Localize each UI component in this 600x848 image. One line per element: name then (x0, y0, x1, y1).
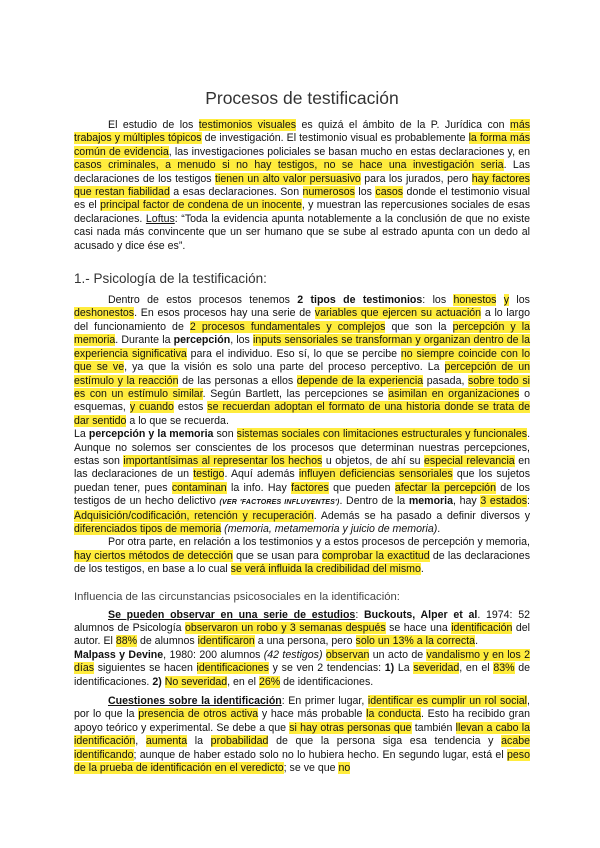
highlighted-text: hay factores que restan fiabilidad (74, 172, 530, 199)
text-run: Loftus (145, 212, 175, 225)
text-run: de identificaciones. (280, 675, 374, 688)
highlighted-text: identificaciones (196, 662, 269, 675)
highlighted-text: identificación (451, 622, 513, 634)
text-run: los (509, 294, 530, 307)
paragraph (74, 294, 530, 428)
text-run: : “Toda la evidencia apunta notablemente a la conclusión de que no existe casi nada más convincente que un ser humano que se sube al estrado apunta con un dedo al acusado y dice ése es”. (74, 212, 530, 252)
highlighted-text: comprobar la exactitud (321, 549, 430, 562)
text-run: Malpass y Devine (74, 648, 164, 661)
text-run: . Las declaraciones de los testigos (74, 159, 531, 185)
highlighted-text: peso de la prueba de identificación en el veredicto (74, 748, 530, 775)
paragraph (74, 536, 530, 576)
text-run: la info. Hay (226, 481, 292, 494)
text-run: (42 testigos) (263, 648, 323, 661)
highlighted-text: principal factor de condena de un inocente (100, 199, 302, 212)
text-run: Buckouts, Alper et al (363, 608, 478, 621)
text-run: . Aunque no solemos ser conscientes de los procesos que determinan nuestras percepciones, estas son (74, 428, 531, 467)
text-run: Dentro de estos procesos tenemos (108, 294, 298, 307)
highlighted-text: y (503, 294, 510, 307)
highlighted-text: hay ciertos métodos de detección (74, 549, 233, 562)
text-run: Por otra parte, en relación a los testimonios y a estos procesos de percepción y memoria, (108, 536, 530, 549)
highlighted-text: se verá influida la credibilidad del mismo (230, 563, 421, 576)
highlighted-text: llevan a cabo la identificación (74, 721, 531, 748)
text-run: pasada, (423, 374, 469, 387)
highlighted-text: solo un 13% a la correcta (355, 635, 476, 648)
text-run: , ya que la visión es solo una parte del proceso perceptivo. La (124, 361, 445, 374)
text-run: un acto de (369, 648, 427, 661)
paragraph (74, 428, 530, 536)
text-run: . (437, 522, 441, 535)
text-run: : (355, 608, 364, 621)
text-run: , hay (453, 495, 481, 508)
text-run: para los jurados, pero (360, 172, 472, 185)
highlighted-text: importantísimas al representar los hechos (123, 454, 323, 467)
text-run: : (527, 495, 530, 508)
paragraph (74, 609, 530, 649)
text-run: en las declaraciones de un (74, 454, 530, 481)
highlighted-text: identificar es cumplir un rol social (367, 695, 528, 708)
text-run: es quizá el ámbito de la P. Jurídica con (296, 119, 510, 131)
highlighted-text: tienen un alto valor persuasivo (215, 172, 361, 185)
paragraph (74, 695, 530, 775)
text-run: o esquemas, (74, 387, 530, 414)
text-run: , por lo que la (74, 695, 530, 721)
text-run: de alumnos (137, 635, 198, 648)
highlighted-text: numerosos (302, 186, 355, 199)
text-run: : En primer lugar, (281, 695, 368, 708)
text-run: . Según Bartlett, las percepciones se (202, 387, 389, 400)
text-run: , y muestran las repercusiones sociales de esas declaraciones. (74, 199, 530, 225)
highlighted-text: sobre todo si es con un estímulo similar (74, 374, 531, 400)
highlighted-text: honestos (453, 294, 497, 307)
text-run: , los (230, 334, 254, 347)
text-run: de las personas a ellos (178, 374, 297, 387)
highlighted-text: afectar la percepción (394, 481, 496, 494)
text-run: ; se ve que (283, 762, 339, 775)
highlighted-text: Adquisición/codificación, retención y recuperación (74, 509, 314, 522)
highlighted-text: 83% (493, 662, 515, 675)
highlighted-text: la conducta (366, 708, 422, 721)
text-run: son (213, 428, 237, 441)
text-run: . Esto ha recibido gran apoyo teórico y experimental. Se debe a que (74, 708, 530, 734)
text-run: . (420, 563, 424, 576)
text-run: 2) (152, 675, 162, 688)
text-run: ; aunque de haber estado solo no lo hubiera hecho. En segundo lugar, está el (133, 748, 508, 761)
highlighted-text: no (338, 762, 351, 775)
text-run: siguientes se hacen (94, 662, 197, 675)
highlighted-text: depende de la experiencia (296, 374, 424, 387)
text-run (496, 294, 503, 306)
text-run: que los sujetos puedan tener, pues (74, 468, 530, 494)
highlighted-text: casos criminales, a menudo si no hay testigos, no se hace una investigación seria (74, 159, 504, 172)
paragraph (74, 119, 530, 253)
text-run: Cuestiones sobre la identificación (108, 695, 282, 708)
text-run: que son la (385, 320, 453, 333)
paragraph (74, 649, 530, 689)
text-run: (memoria, metamemoria y juicio de memoria) (224, 522, 438, 535)
text-run: también (411, 721, 456, 734)
text-run: , las investigaciones policiales se basan mucho en estas declaraciones y, en (168, 145, 530, 158)
text-run: donde el testimonio visual es el (74, 186, 530, 212)
text-run: la (187, 735, 211, 748)
highlighted-text: 26% (258, 675, 281, 688)
text-run: . Además se ha pasado a definir diversos y (313, 509, 530, 522)
highlighted-text: casos (375, 186, 404, 199)
highlighted-text: la forma más común de evidencia (74, 132, 531, 158)
highlighted-text: 88% (115, 635, 138, 648)
highlighted-text: percepción y la memoria (74, 320, 531, 347)
highlighted-text: percepción de un estímulo y la reacción (74, 361, 531, 387)
highlighted-text: contaminan (171, 481, 227, 494)
text-run: percepción y la memoria (88, 428, 214, 441)
highlighted-text: influyen deficiencias sensoriales (298, 468, 453, 481)
text-run: percepción (173, 334, 231, 347)
highlighted-text: testimonios visuales (198, 119, 297, 131)
text-run: , (135, 735, 146, 748)
text-run: de que la persona siga esa tendencia y (268, 735, 502, 748)
highlighted-text: asimilan en organizaciones (388, 387, 520, 400)
highlighted-text: presencia de otros activa (138, 708, 259, 721)
text-run: El estudio de los (108, 119, 199, 131)
text-run: 1) (384, 662, 395, 675)
text-run: : los (422, 294, 454, 307)
text-run: Se pueden observar en una serie de estudios (108, 608, 356, 621)
highlighted-text: más trabajos y múltiples tópicos (74, 119, 531, 145)
text-run: . (475, 635, 479, 648)
highlighted-text: variables que ejercen su actuación (314, 307, 482, 320)
text-run: , 1980: 200 alumnos (163, 648, 264, 661)
text-run: de las declaraciones de los testigos, en base a lo cual (74, 549, 530, 576)
highlighted-text: sistemas sociales con limitaciones estructurales y funcionales (236, 428, 528, 441)
text-run: u objetos, de ahí su (322, 454, 425, 467)
text-run: estos (173, 401, 208, 414)
text-run: los (354, 186, 376, 199)
text-run: . En esos procesos hay una serie de (134, 307, 315, 320)
text-run: . 1974: 52 alumnos de Psicología (74, 608, 530, 634)
highlighted-text: testigo (193, 468, 225, 481)
text-run: 2 tipos de testimonios (297, 294, 423, 307)
highlighted-text: observan (325, 648, 370, 661)
highlighted-text: no siempre coincide con lo que se ve (74, 347, 530, 374)
highlighted-text: se recuerdan adoptan el formato de una historia donde se trata de dar sentido (74, 401, 531, 427)
text-run: y hace más probable (258, 708, 367, 721)
highlighted-text: 2 procesos fundamentales y complejos (189, 320, 386, 333)
text-run: . Dentro de la (339, 495, 409, 508)
text-run: y se ven 2 tendencias: (268, 662, 385, 675)
highlighted-text: No severidad (164, 675, 228, 688)
text-run: La (394, 662, 414, 675)
highlighted-text: factores (291, 481, 329, 494)
text-run: para el individuo. Eso sí, lo que se percibe (186, 347, 401, 360)
highlighted-text: y cuando (129, 401, 174, 414)
text-run: , en el (227, 675, 259, 688)
text-run: memoria (408, 495, 454, 508)
highlighted-text: acabe identificando (74, 735, 530, 761)
highlighted-text: aumenta (145, 735, 188, 748)
highlighted-text: identificaron (197, 635, 255, 648)
text-run: de identificaciones. (74, 662, 531, 688)
highlighted-text: si hay otras personas que (289, 721, 412, 734)
section-heading: Influencia de las circunstancias psicosociales en la identificación: (74, 590, 400, 603)
highlighted-text: inputs sensoriales se transforman y organizan dentro de la experiencia significativa (74, 334, 530, 360)
text-run: , en el (459, 662, 494, 675)
document-title: Procesos de testificación (205, 88, 399, 108)
highlighted-text: vandalismo y en los 2 días (74, 648, 530, 675)
highlighted-text: severidad (413, 662, 460, 675)
highlighted-text: diferenciados tipos de memoria (74, 522, 222, 535)
text-run: que pueden (328, 481, 395, 494)
highlighted-text: probabilidad (210, 735, 269, 748)
text-run: a una persona, pero (254, 635, 356, 648)
text-run: a esas declaraciones. Son (169, 186, 303, 199)
text-run: La (74, 428, 89, 441)
text-run: se hace una (385, 622, 452, 634)
text-run: de los testigos de un hecho delictivo (74, 481, 530, 508)
highlighted-text: observaron un robo y 3 semanas después (184, 622, 386, 634)
text-run: a lo que se recuerda. (126, 414, 229, 427)
text-run: de investigación. El testimonio visual es probablemente (201, 132, 469, 145)
text-run: que se usan para (232, 549, 322, 562)
document-page (74, 88, 530, 775)
text-run: a lo largo del funcionamiento de (74, 307, 530, 333)
text-run: del autor. El (74, 622, 530, 648)
text-run: (VER 'FACTORES INFLUYENTES') (219, 499, 340, 507)
section-heading: 1.- Psicología de la testificación: (74, 271, 267, 287)
highlighted-text: deshonestos (74, 307, 135, 320)
highlighted-text: 3 estados (480, 495, 528, 508)
text-run: . Aquí además (224, 468, 299, 481)
highlighted-text: especial relevancia (424, 454, 515, 467)
text-run: . Durante la (115, 334, 174, 347)
